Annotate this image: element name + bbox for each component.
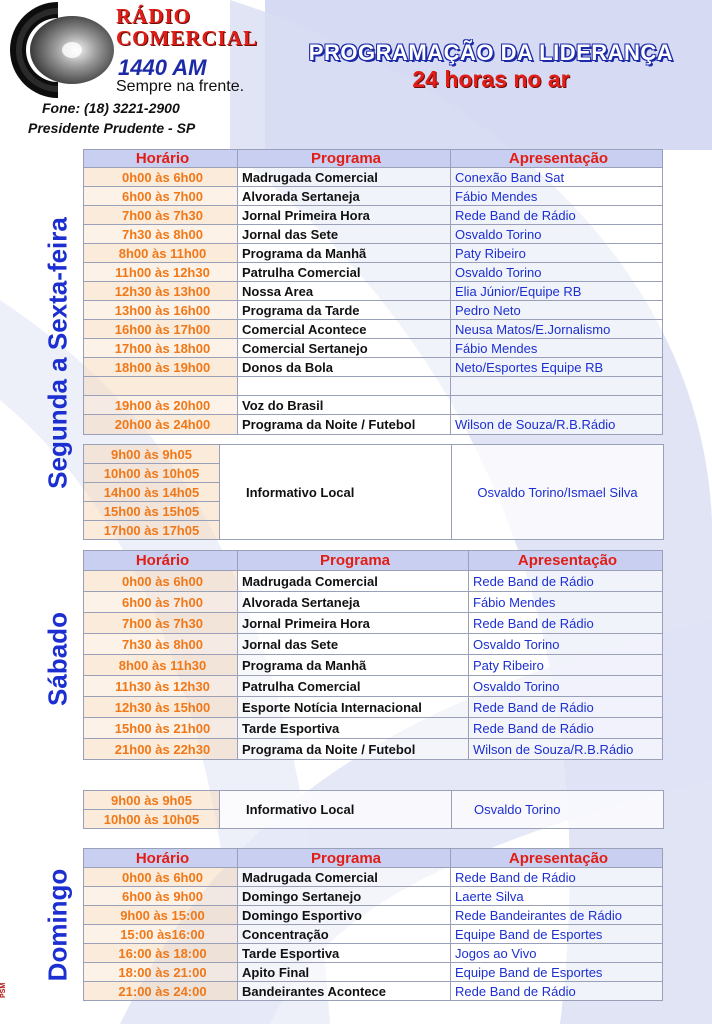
- time-cell: 0h00 às 6h00: [84, 571, 238, 592]
- time-cell: 11h00 às 12h30: [84, 263, 238, 282]
- host-cell: [451, 396, 663, 415]
- time-cell: 16h00 às 17h00: [84, 320, 238, 339]
- program-cell: Jornal Primeira Hora: [238, 613, 469, 634]
- host-cell: Laerte Silva: [451, 887, 663, 906]
- time-cell: 15h00 às 21h00: [84, 718, 238, 739]
- time-cell: 9h00 às 15:00: [84, 906, 238, 925]
- time-cell: 6h00 às 9h00: [84, 887, 238, 906]
- time-cell: 10h00 às 10h05: [84, 464, 220, 483]
- time-cell: 8h00 às 11h30: [84, 655, 238, 676]
- table-row: [84, 944, 663, 963]
- table-row: [84, 263, 663, 282]
- host-cell: Osvaldo Torino/Ismael Silva: [452, 445, 664, 540]
- time-cell: 20h00 às 24h00: [84, 415, 238, 435]
- program-cell: Patrulha Comercial: [238, 676, 469, 697]
- host-cell: Osvaldo Torino: [452, 791, 664, 829]
- time-cell: 8h00 às 11h00: [84, 244, 238, 263]
- host-cell: Rede Band de Rádio: [451, 868, 663, 887]
- sunday-label: Domingo: [42, 868, 73, 982]
- host-cell: Neusa Matos/E.Jornalismo: [451, 320, 663, 339]
- time-cell: 15:00 às16:00: [84, 925, 238, 944]
- host-cell: Rede Bandeirantes de Rádio: [451, 906, 663, 925]
- program-cell: Bandeirantes Acontece: [238, 982, 451, 1001]
- table-row: [84, 320, 663, 339]
- brand-name-line1: RÁDIO: [116, 4, 192, 28]
- table-row: [84, 676, 663, 697]
- table-row: [84, 963, 663, 982]
- host-cell: Fábio Mendes: [451, 187, 663, 206]
- host-cell: Pedro Neto: [451, 301, 663, 320]
- time-cell: 7h30 às 8h00: [84, 634, 238, 655]
- host-cell: Rede Band de Rádio: [469, 697, 663, 718]
- time-cell: 19h00 às 20h00: [84, 396, 238, 415]
- host-cell: Paty Ribeiro: [451, 244, 663, 263]
- host-cell: Osvaldo Torino: [469, 676, 663, 697]
- program-cell: Domingo Sertanejo: [238, 887, 451, 906]
- table-row: [84, 225, 663, 244]
- table-row: [84, 396, 663, 415]
- host-cell: Fábio Mendes: [451, 339, 663, 358]
- psm-mark: PSM: [0, 982, 7, 998]
- frequency: 1440 AM: [118, 55, 207, 80]
- program-cell: Apito Final: [238, 963, 451, 982]
- time-cell: 7h30 às 8h00: [84, 225, 238, 244]
- host-cell: Equipe Band de Esportes: [451, 963, 663, 982]
- program-cell: Programa da Noite / Futebol: [238, 415, 451, 435]
- program-cell: Programa da Tarde: [238, 301, 451, 320]
- time-cell: 21:00 às 24:00: [84, 982, 238, 1001]
- table-row: [84, 982, 663, 1001]
- program-cell: Madrugada Comercial: [238, 571, 469, 592]
- host-cell: Wilson de Souza/R.B.Rádio: [469, 739, 663, 760]
- program-cell: Madrugada Comercial: [238, 868, 451, 887]
- table-row: [84, 887, 663, 906]
- table-header-row: [84, 849, 663, 868]
- host-cell: Osvaldo Torino: [451, 225, 663, 244]
- page-subtitle: 24 horas no ar: [412, 66, 570, 92]
- table-row: [84, 613, 663, 634]
- table-row: [84, 168, 663, 187]
- program-cell: Programa da Noite / Futebol: [238, 739, 469, 760]
- program-cell: Informativo Local: [220, 791, 452, 829]
- host-column-header: Apresentação: [451, 849, 663, 868]
- time-cell: 15h00 às 15h05: [84, 502, 220, 521]
- logo-disc-icon: [2, 0, 114, 100]
- table-row: [84, 925, 663, 944]
- table-row: [84, 906, 663, 925]
- table-row: [84, 697, 663, 718]
- weekday-label: Segunda a Sexta-feira: [42, 217, 73, 489]
- host-cell: Wilson de Souza/R.B.Rádio: [451, 415, 663, 435]
- saturday-label: Sábado: [42, 612, 73, 706]
- host-cell: Rede Band de Rádio: [469, 718, 663, 739]
- weekday-schedule-table: [83, 149, 663, 435]
- page-title: PROGRAMAÇÃO DA LIDERANÇA: [308, 40, 674, 65]
- time-cell: 0h00 às 6h00: [84, 868, 238, 887]
- host-column-header: Apresentação: [469, 551, 663, 571]
- host-column-header: Apresentação: [451, 150, 663, 168]
- time-cell: 6h00 às 7h00: [84, 592, 238, 613]
- time-cell: 21h00 às 22h30: [84, 739, 238, 760]
- slogan: Sempre na frente.: [116, 78, 245, 95]
- time-cell: 12h30 às 13h00: [84, 282, 238, 301]
- host-cell: Fábio Mendes: [469, 592, 663, 613]
- program-cell: Madrugada Comercial: [238, 168, 451, 187]
- program-cell: Programa da Manhã: [238, 655, 469, 676]
- time-cell: 6h00 às 7h00: [84, 187, 238, 206]
- host-cell: Neto/Esportes Equipe RB: [451, 358, 663, 377]
- time-cell: 18:00 às 21:00: [84, 963, 238, 982]
- time-cell: 10h00 às 10h05: [84, 810, 220, 829]
- host-cell: Jogos ao Vivo: [451, 944, 663, 963]
- table-row: [84, 868, 663, 887]
- host-cell: Conexão Band Sat: [451, 168, 663, 187]
- time-cell: 18h00 às 19h00: [84, 358, 238, 377]
- host-cell: Rede Band de Rádio: [469, 613, 663, 634]
- table-spacer-row: [84, 377, 663, 396]
- table-row: [84, 282, 663, 301]
- time-cell: 9h00 às 9h05: [84, 791, 220, 810]
- program-cell: Jornal Primeira Hora: [238, 206, 451, 225]
- time-cell: 17h00 às 17h05: [84, 521, 220, 540]
- table-row: [84, 301, 663, 320]
- time-column-header: Horário: [84, 849, 238, 868]
- time-cell: 0h00 às 6h00: [84, 168, 238, 187]
- program-cell: Jornal das Sete: [238, 634, 469, 655]
- program-cell: Informativo Local: [220, 445, 452, 540]
- host-cell: Osvaldo Torino: [469, 634, 663, 655]
- table-row: [84, 718, 663, 739]
- table-row: [84, 571, 663, 592]
- table-row: [84, 244, 663, 263]
- program-column-header: Programa: [238, 849, 451, 868]
- program-cell: Nossa Area: [238, 282, 451, 301]
- program-cell: Alvorada Sertaneja: [238, 592, 469, 613]
- program-cell: Concentração: [238, 925, 451, 944]
- table-row: [84, 739, 663, 760]
- host-cell: Rede Band de Rádio: [451, 982, 663, 1001]
- table-row: [84, 206, 663, 225]
- time-cell: 7h00 às 7h30: [84, 206, 238, 225]
- sunday-schedule-table: [83, 848, 663, 1001]
- program-cell: Patrulha Comercial: [238, 263, 451, 282]
- weekday-info-table: [83, 444, 664, 540]
- program-cell: Alvorada Sertaneja: [238, 187, 451, 206]
- table-header-row: [84, 150, 663, 168]
- table-row: [84, 592, 663, 613]
- time-cell: 7h00 às 7h30: [84, 613, 238, 634]
- host-cell: Rede Band de Rádio: [469, 571, 663, 592]
- table-header-row: [84, 551, 663, 571]
- saturday-info-table: [83, 790, 664, 829]
- time-cell: 13h00 às 16h00: [84, 301, 238, 320]
- time-cell: 16:00 às 18:00: [84, 944, 238, 963]
- program-cell: Esporte Notícia Internacional: [238, 697, 469, 718]
- host-cell: Osvaldo Torino: [451, 263, 663, 282]
- program-cell: Comercial Acontece: [238, 320, 451, 339]
- program-cell: Comercial Sertanejo: [238, 339, 451, 358]
- program-column-header: Programa: [238, 551, 469, 571]
- host-cell: Elia Júnior/Equipe RB: [451, 282, 663, 301]
- program-cell: Domingo Esportivo: [238, 906, 451, 925]
- program-cell: Tarde Esportiva: [238, 944, 451, 963]
- station-logo: [0, 0, 270, 100]
- time-cell: 12h30 às 15h00: [84, 697, 238, 718]
- host-cell: Equipe Band de Esportes: [451, 925, 663, 944]
- time-column-header: Horário: [84, 551, 238, 571]
- table-row: [84, 634, 663, 655]
- table-row: [84, 655, 663, 676]
- time-cell: 14h00 às 14h05: [84, 483, 220, 502]
- table-row: [84, 339, 663, 358]
- phone-number: Fone: (18) 3221-2900: [42, 100, 180, 116]
- time-column-header: Horário: [84, 150, 238, 168]
- program-cell: Jornal das Sete: [238, 225, 451, 244]
- table-row: [84, 358, 663, 377]
- program-cell: Donos da Bola: [238, 358, 451, 377]
- time-cell: 11h30 às 12h30: [84, 676, 238, 697]
- host-cell: Rede Band de Rádio: [451, 206, 663, 225]
- brand-name-line2: COMERCIAL: [116, 26, 259, 50]
- time-cell: 17h00 às 18h00: [84, 339, 238, 358]
- table-row: [84, 187, 663, 206]
- time-cell: 9h00 às 9h05: [84, 445, 220, 464]
- host-cell: Paty Ribeiro: [469, 655, 663, 676]
- program-cell: Voz do Brasil: [238, 396, 451, 415]
- table-row: [84, 415, 663, 435]
- program-cell: Programa da Manhã: [238, 244, 451, 263]
- city: Presidente Prudente - SP: [28, 120, 196, 136]
- saturday-schedule-table: [83, 550, 663, 760]
- program-cell: Tarde Esportiva: [238, 718, 469, 739]
- program-column-header: Programa: [238, 150, 451, 168]
